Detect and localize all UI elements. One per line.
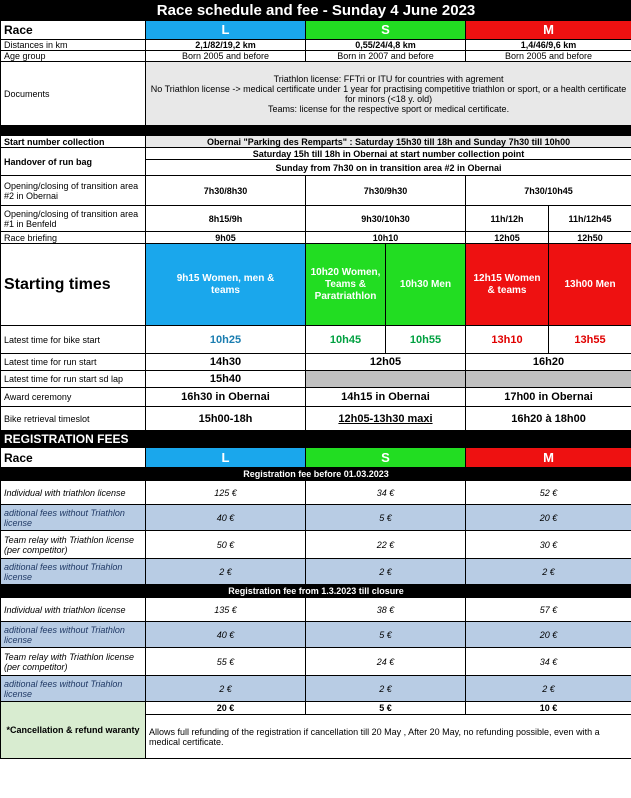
fee-row: [1, 598, 631, 622]
starting-row: [1, 244, 631, 326]
cell-s-empty: [306, 371, 466, 388]
fee-l: 2 €: [146, 559, 306, 585]
handover-line-2: Sunday from 7h30 on in transition area #2 in Obernai: [146, 160, 631, 176]
distances-row: [1, 40, 631, 51]
cell-l: 15h00-18h: [146, 407, 306, 431]
cell-m: Born 2005 and before: [466, 51, 631, 62]
row-label: Start number collection: [1, 136, 146, 148]
fee-l: 135 €: [146, 598, 306, 622]
bike-row: [1, 326, 631, 354]
row-label: Bike retrieval timeslot: [1, 407, 146, 431]
cell-l: 8h15/9h: [146, 206, 306, 232]
cell-m1: 12h15 Women & teams: [466, 244, 549, 326]
row-label: Documents: [1, 62, 146, 126]
cell-m: 17h00 in Obernai: [466, 388, 631, 407]
cell-s: 12h05-13h30 maxi: [306, 407, 466, 431]
cell-m-empty: [466, 371, 631, 388]
fee-s: 2 €: [306, 676, 466, 702]
cell-m: 16h20: [466, 354, 631, 371]
fee-l: 55 €: [146, 648, 306, 676]
cell-m2: 11h/12h45: [549, 206, 631, 232]
transition2-row: [1, 176, 631, 206]
row-label: Latest time for run start: [1, 354, 146, 371]
cell-s: 9h30/10h30: [306, 206, 466, 232]
cancel-fee-row: [1, 702, 631, 715]
retrieval-row: [1, 407, 631, 431]
award-row: [1, 388, 631, 407]
cell-s: 0,55/24/4,8 km: [306, 40, 466, 51]
fee-m: 2 €: [466, 559, 631, 585]
documents-row: [1, 62, 631, 126]
cancel-text: Allows full refunding of the registration if cancellation till 20 May , After 20 May, no refunding possible, even with a medical certificate.: [146, 715, 631, 759]
transition1-row: [1, 206, 631, 232]
cell-s: 10h10: [306, 232, 466, 244]
cell-m: 1,4/46/9,6 km: [466, 40, 631, 51]
fee-m: 30 €: [466, 531, 631, 559]
fees-after-rows: [1, 598, 631, 702]
fee-label: aditional fees without Triathlon license: [1, 505, 146, 531]
fees-l-header: L: [146, 448, 306, 468]
fee-s: 5 €: [306, 505, 466, 531]
cancel-fee-l: 20 €: [146, 702, 306, 715]
race-m-header: M: [466, 21, 631, 40]
cell-s: 7h30/9h30: [306, 176, 466, 206]
fee-label: aditional fees without Triahlon license: [1, 559, 146, 585]
row-label: Opening/closing of transition area #1 in Benfeld: [1, 206, 146, 232]
start-l-text: 9h15 Women, men & teams: [176, 272, 275, 296]
cell-l: 15h40: [146, 371, 306, 388]
row-label: Latest time for bike start: [1, 326, 146, 354]
race-s-header: S: [306, 21, 466, 40]
cell-m1: 13h10: [466, 326, 549, 354]
fee-m: 20 €: [466, 505, 631, 531]
cell-l: 7h30/8h30: [146, 176, 306, 206]
fee-row: [1, 622, 631, 648]
cell-l: 2,1/82/19,2 km: [146, 40, 306, 51]
fee-m: 57 €: [466, 598, 631, 622]
cell-l: 14h30: [146, 354, 306, 371]
cell-l: Born 2005 and before: [146, 51, 306, 62]
cell-s: Born in 2007 and before: [306, 51, 466, 62]
row-label: Award ceremony: [1, 388, 146, 407]
startnum-cell: Obernai "Parking des Remparts" : Saturday 15h30 till 18h and Sunday 7h30 till 10h00: [146, 136, 631, 148]
fees-after-header: Registration fee from 1.3.2023 till closure: [1, 585, 631, 598]
fee-label: aditional fees without Triahlon license: [1, 676, 146, 702]
cell-s: 14h15 in Obernai: [306, 388, 466, 407]
row-label: Race briefing: [1, 232, 146, 244]
cell-s: 12h05: [306, 354, 466, 371]
fee-row: [1, 648, 631, 676]
fee-s: 5 €: [306, 622, 466, 648]
fees-before-header: Registration fee before 01.03.2023: [1, 468, 631, 481]
fee-l: 40 €: [146, 505, 306, 531]
fee-label: Team relay with Triathlon license (per competitor): [1, 648, 146, 676]
fee-s: 38 €: [306, 598, 466, 622]
row-label: Handover of run bag: [1, 148, 146, 176]
fees-race-header: Race: [1, 448, 146, 468]
cell-s1: 10h45: [306, 326, 386, 354]
row-label: Starting times: [1, 244, 146, 326]
cell-m: 16h20 à 18h00: [466, 407, 631, 431]
run-row: [1, 354, 631, 371]
fee-l: 2 €: [146, 676, 306, 702]
fee-s: 22 €: [306, 531, 466, 559]
cell-s1: 10h20 Women, Teams & Paratriathlon: [306, 244, 386, 326]
fee-label: Team relay with Triathlon license (per competitor): [1, 531, 146, 559]
cell-s2: 10h55: [386, 326, 466, 354]
fee-m: 52 €: [466, 481, 631, 505]
fee-label: Individual with triathlon license: [1, 598, 146, 622]
fee-label: aditional fees without Triathlon license: [1, 622, 146, 648]
fee-row: [1, 505, 631, 531]
cell-l: 16h30 in Obernai: [146, 388, 306, 407]
fee-m: 34 €: [466, 648, 631, 676]
cell-l: [146, 244, 306, 326]
fee-l: 50 €: [146, 531, 306, 559]
runlap-row: [1, 371, 631, 388]
startnum-row: [1, 136, 631, 148]
fee-row: [1, 559, 631, 585]
cancel-fee-m: 10 €: [466, 702, 631, 715]
row-label: Latest time for run start sd lap: [1, 371, 146, 388]
handover-row: [1, 148, 631, 160]
fees-m-header: M: [466, 448, 631, 468]
separator-bar: [1, 126, 631, 136]
fee-m: 2 €: [466, 676, 631, 702]
row-label: Age group: [1, 51, 146, 62]
cell-m: 7h30/10h45: [466, 176, 631, 206]
cell-m1: 12h05: [466, 232, 549, 244]
documents-line-1: Triathlon license: FFTri or ITU for countries with agrement: [273, 73, 504, 84]
fee-l: 40 €: [146, 622, 306, 648]
fee-row: [1, 676, 631, 702]
briefing-row: [1, 232, 631, 244]
documents-line-2: No Triathlon license -> medical certificate under 1 year for practising competitive triathlon or sport, or a health certificate for minors (<18 y. old): [150, 83, 627, 104]
fee-s: 2 €: [306, 559, 466, 585]
documents-cell: [146, 62, 631, 126]
row-label: Distances in km: [1, 40, 146, 51]
cell-l: 10h25: [146, 326, 306, 354]
cell-m2: 13h55: [549, 326, 631, 354]
fee-row: [1, 481, 631, 505]
age-row: [1, 51, 631, 62]
cell-m2: 12h50: [549, 232, 631, 244]
cancel-label: *Cancellation & refund waranty: [1, 702, 146, 759]
race-l-header: L: [146, 21, 306, 40]
fees-s-header: S: [306, 448, 466, 468]
handover-line-1: Saturday 15h till 18h in Obernai at start number collection point: [146, 148, 631, 160]
fees-title: REGISTRATION FEES: [1, 431, 631, 448]
documents-line-3: Teams: license for the respective sport or medical certificate.: [267, 103, 510, 114]
fees-before-rows: [1, 481, 631, 585]
row-label: Opening/closing of transition area #2 in Obernai: [1, 176, 146, 206]
fee-row: [1, 531, 631, 559]
cell-m1: 11h/12h: [466, 206, 549, 232]
cancel-fee-s: 5 €: [306, 702, 466, 715]
cell-m2: 13h00 Men: [549, 244, 631, 326]
fee-label: Individual with triathlon license: [1, 481, 146, 505]
fee-s: 24 €: [306, 648, 466, 676]
fee-m: 20 €: [466, 622, 631, 648]
cell-l: 9h05: [146, 232, 306, 244]
page-title: Race schedule and fee - Sunday 4 June 2023: [1, 1, 631, 21]
cell-s2: 10h30 Men: [386, 244, 466, 326]
fee-l: 125 €: [146, 481, 306, 505]
race-header: Race: [1, 21, 146, 40]
fee-s: 34 €: [306, 481, 466, 505]
